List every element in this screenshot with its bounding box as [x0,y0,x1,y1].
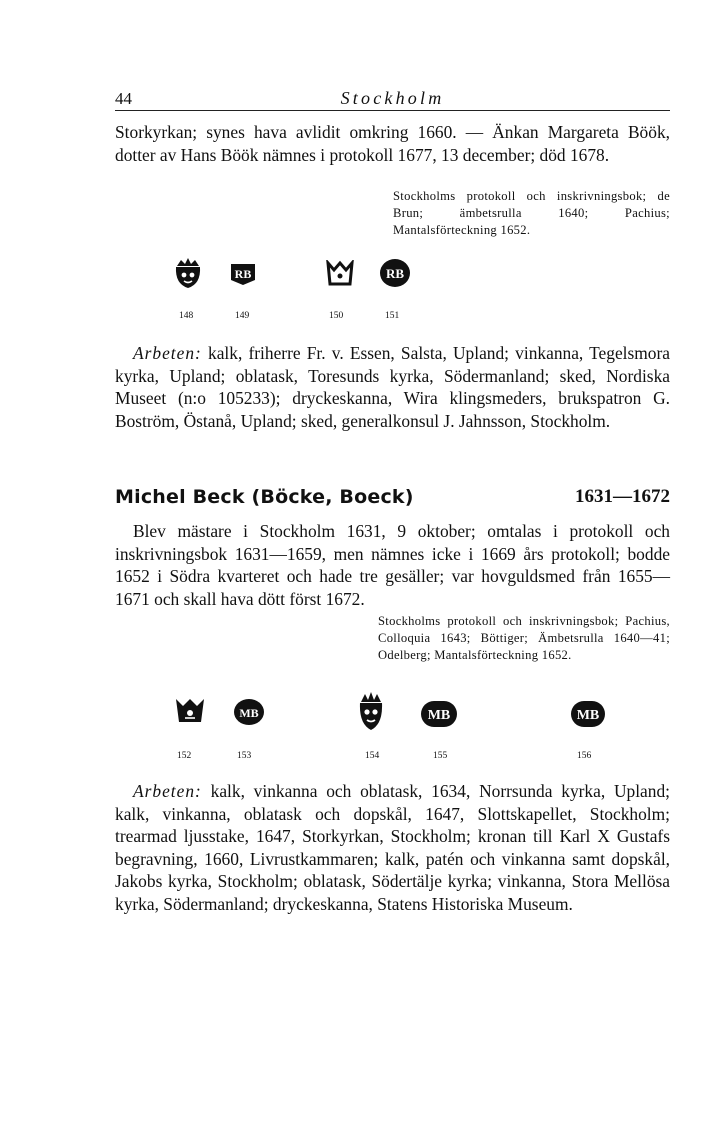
sources-note: Stockholms protokoll och inskrivningsbok; Pachius, Colloquia 1643; Böttiger; Ämbetsrulla 1640—41; Odelberg; Mantalsförteckning 1652. [378,614,670,662]
svg-text:MB: MB [427,708,451,723]
running-title: Stockholm [340,88,445,108]
crown-shield-mark-icon [325,260,355,288]
crown-shield-mark-icon [173,696,207,726]
hallmarks-row-1 [115,252,670,332]
mark-number: 149 [235,311,250,321]
mark-number: 153 [237,751,252,761]
page-header [115,88,670,111]
initials-mb-mark-icon [570,700,606,728]
mark-number: 152 [177,751,192,761]
works-label: Arbeten: [133,343,202,363]
sources-note: Stockholms protokoll och inskrivningsbok; de Brun; ämbetsrulla 1640; Pachius; Mantalsförteckning 1652. [393,189,670,237]
mark-number: 151 [385,311,400,321]
mark-number: 148 [179,311,194,321]
works-paragraph [115,342,670,432]
crowned-head-mark-icon [355,690,387,732]
svg-text:MB: MB [239,706,259,720]
works-text: kalk, vinkanna och oblatask, 1634, Norrsunda kyrka, Upland; kalk, vinkanna, oblatask och dopskål, 1647, Slottskapellet, Stockholm; trearmad ljusstake, 1647, Storkyrkan, Stockholm; kronan till Karl X Gustafs begravning, 1660, Livrustkammaren; kalk, patén och vinkanna samt dopskål, Jakobs kyrka, Stockholm; oblatask, Södertälje kyrka; vinkanna, Stora Mellösa kyrka, Södermanland; dryckeskanna, Statens Historiska Museum. [115,781,670,914]
svg-text:RB: RB [385,266,405,281]
mark-number: 150 [329,311,344,321]
intro-paragraph: Storkyrkan; synes hava avlidit omkring 1660. — Änkan Margareta Böök, dotter av Hans Böök nämnes i protokoll 1677, 13 december; död 1678. [115,122,670,165]
crown-head-mark-icon [173,256,203,290]
page-number: 44 [115,89,132,108]
svg-text:MB: MB [576,708,600,723]
hallmarks-row-2 [115,690,670,770]
initials-rb-mark-icon [229,260,257,286]
works-label: Arbeten: [133,781,202,801]
mark-number: 156 [577,751,592,761]
initials-mb-mark-icon [420,700,458,728]
master-name: Michel Beck (Böcke, Boeck) [115,486,414,508]
svg-text:RB: RB [234,267,252,281]
master-years: 1631—1672 [575,486,670,507]
initials-rb-oval-mark-icon [379,258,411,288]
biography-paragraph: Blev mästare i Stockholm 1631, 9 oktober; omtalas i protokoll och inskrivningsbok 1631—1659, men nämnes icke i 1669 års protokoll; bodde 1652 i Södra kvarteret och hade tre gesäller; var hovguldsmed från 1655—1671 och skall hava dött först 1672. [115,521,670,609]
works-paragraph [115,780,670,916]
mark-number: 154 [365,751,380,761]
initials-mb-mark-icon [233,698,265,726]
master-heading [115,486,670,512]
mark-number: 155 [433,751,448,761]
works-text: kalk, friherre Fr. v. Essen, Salsta, Upland; vinkanna, Tegelsmora kyrka, Upland; oblatask, Toresunds kyrka, Södermanland; sked, Nordiska Museet (n:o 105233); dryckeskanna, Wira klingsmeders, brukspatron G. Boström, Östanå, Upland; sked, generalkonsul J. Jahnsson, Stockholm. [115,343,670,431]
